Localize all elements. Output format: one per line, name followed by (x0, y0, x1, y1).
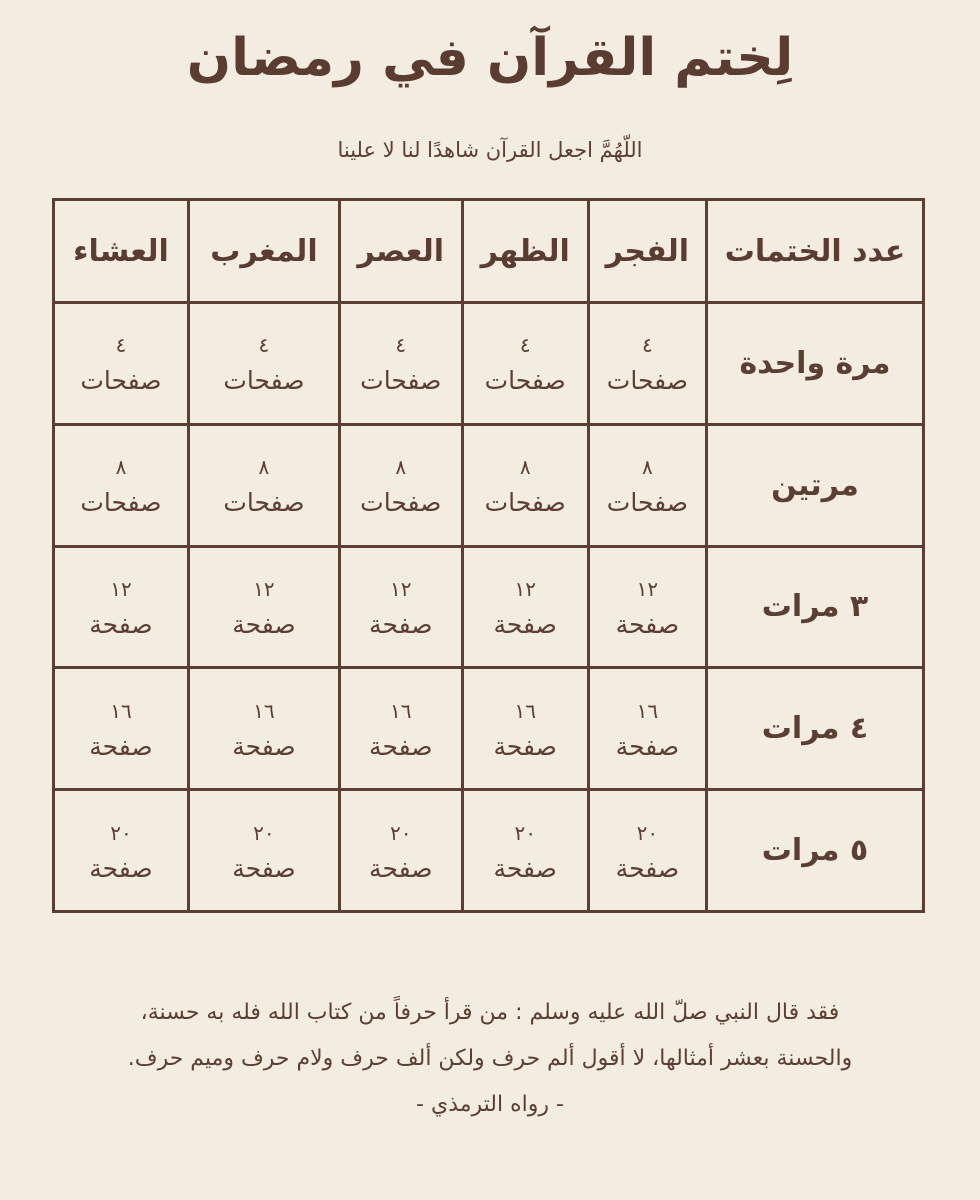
column-header: الظهر (462, 200, 588, 303)
pages-cell (188, 303, 339, 425)
page-count: ١٢ (390, 576, 412, 601)
pages-cell (54, 303, 189, 425)
page-unit: صفحات (360, 366, 442, 396)
page-count: ٢٠ (253, 820, 275, 845)
page-count: ٨ (519, 455, 531, 480)
pages-cell (339, 546, 462, 668)
page-count: ٢٠ (514, 820, 536, 845)
pages-cell (588, 790, 706, 912)
page-title: لِختم القرآن في رمضان (186, 28, 794, 88)
page-unit: صفحات (606, 488, 688, 518)
subtitle: اللّهُمَّ اجعل القرآن شاهدًا لنا لا علينا (337, 138, 643, 162)
page-unit: صفحة (493, 731, 557, 761)
page-unit: صفحة (89, 609, 153, 639)
page-unit: صفحة (89, 731, 153, 761)
pages-cell (188, 668, 339, 790)
pages-cell (588, 546, 706, 668)
pages-cell (339, 303, 462, 425)
page-unit: صفحات (484, 488, 566, 518)
table-row (54, 668, 924, 790)
column-header: العشاء (54, 200, 189, 303)
khatm-table (52, 198, 925, 913)
page-count: ١٢ (110, 576, 132, 601)
pages-cell (188, 546, 339, 668)
page-count: ٤ (115, 333, 127, 358)
pages-cell (462, 668, 588, 790)
column-header: العصر (339, 200, 462, 303)
page-unit: صفحة (369, 731, 433, 761)
column-header: عدد الختمات (707, 200, 924, 303)
table-row (54, 790, 924, 912)
column-header: المغرب (188, 200, 339, 303)
page-count: ٢٠ (390, 820, 412, 845)
page-count: ١٦ (636, 698, 659, 723)
page-unit: صفحة (369, 609, 433, 639)
page-count: ٤ (258, 333, 270, 358)
pages-cell (54, 790, 189, 912)
page-count: ١٢ (253, 576, 275, 601)
pages-cell (339, 424, 462, 546)
header-row (54, 200, 924, 303)
page-count: ١٦ (253, 698, 275, 723)
page-count: ١٢ (636, 576, 659, 601)
row-label: مرتين (707, 424, 924, 546)
row-label: مرة واحدة (707, 303, 924, 425)
hadith-line-1: فقد قال النبي صلّ الله عليه وسلم : من قرأ حرفاً من كتاب الله فله به حسنة، (140, 1000, 840, 1025)
column-header: الفجر (588, 200, 706, 303)
row-label: ٤ مرات (707, 668, 924, 790)
page-unit: صفحات (484, 366, 566, 396)
page-unit: صفحات (223, 488, 305, 518)
page-unit: صفحة (232, 853, 296, 883)
page-unit: صفحات (223, 366, 305, 396)
page-unit: صفحة (232, 731, 296, 761)
page-unit: صفحة (615, 609, 680, 639)
pages-cell (462, 303, 588, 425)
page-unit: صفحة (493, 853, 557, 883)
hadith-source: - رواه الترمذي - (416, 1092, 564, 1117)
table-row (54, 424, 924, 546)
page-unit: صفحة (615, 731, 680, 761)
pages-cell (54, 668, 189, 790)
pages-cell (588, 424, 706, 546)
table-row (54, 546, 924, 668)
page-count: ٢٠ (110, 820, 132, 845)
row-label: ٣ مرات (707, 546, 924, 668)
page-unit: صفحة (369, 853, 433, 883)
pages-cell (188, 424, 339, 546)
pages-cell (54, 546, 189, 668)
page-unit: صفحات (360, 488, 442, 518)
table-row (54, 303, 924, 425)
pages-cell (462, 424, 588, 546)
pages-cell (462, 546, 588, 668)
page-unit: صفحة (89, 853, 153, 883)
pages-cell (339, 790, 462, 912)
pages-cell (588, 303, 706, 425)
page-unit: صفحات (80, 366, 162, 396)
page-count: ١٦ (390, 698, 412, 723)
hadith-footer (60, 990, 920, 1128)
row-label: ٥ مرات (707, 790, 924, 912)
page-count: ٨ (395, 455, 407, 480)
page-count: ١٦ (514, 698, 536, 723)
pages-cell (339, 668, 462, 790)
pages-cell (54, 424, 189, 546)
page-count: ٨ (115, 455, 127, 480)
page-count: ٨ (642, 455, 653, 480)
page-count: ١٦ (110, 698, 132, 723)
page-count: ٤ (519, 333, 531, 358)
page-unit: صفحة (615, 853, 680, 883)
page-count: ٨ (258, 455, 270, 480)
hadith-line-2: والحسنة بعشر أمثالها، لا أقول ألم حرف ولكن ألف حرف ولام حرف وميم حرف. (127, 1046, 853, 1071)
page-unit: صفحة (493, 609, 557, 639)
page-count: ٢٠ (636, 820, 659, 845)
page-unit: صفحات (606, 366, 688, 396)
page-count: ١٢ (514, 576, 536, 601)
page-unit: صفحة (232, 609, 296, 639)
pages-cell (588, 668, 706, 790)
pages-cell (462, 790, 588, 912)
page-count: ٤ (642, 333, 653, 358)
page-unit: صفحات (80, 488, 162, 518)
page-count: ٤ (395, 333, 407, 358)
pages-cell (188, 790, 339, 912)
